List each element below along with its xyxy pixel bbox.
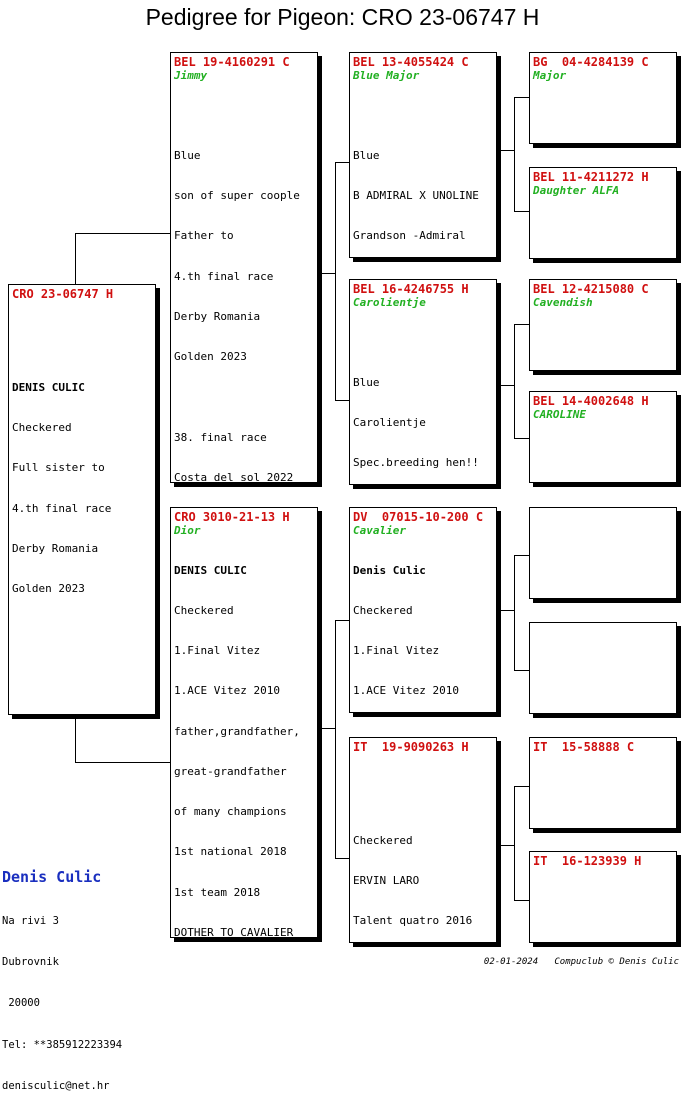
- pigeon-name: CAROLINE: [533, 408, 586, 421]
- pigeon-notes: [533, 881, 673, 943]
- connector: [75, 715, 76, 762]
- connector: [75, 233, 171, 234]
- ring-number: BEL 14-4002648 H: [533, 394, 649, 408]
- pigeon-card-ds-sire[interactable]: [529, 507, 677, 599]
- pigeon-notes: [12, 314, 152, 622]
- ring-number: BG 04-4284139 C: [533, 55, 649, 69]
- pigeon-card-sd-sire[interactable]: [529, 279, 677, 371]
- connector: [514, 211, 530, 212]
- note-line: [533, 109, 673, 122]
- connector: [514, 324, 530, 325]
- pigeon-notes: [533, 309, 673, 371]
- pigeon-card-ss-sire[interactable]: [529, 52, 677, 144]
- ring-number: IT 16-123939 H: [533, 854, 642, 868]
- note-line: Blue: [174, 149, 201, 163]
- connector: [335, 858, 350, 859]
- software-credit: Compuclub © Denis Culic: [554, 957, 679, 967]
- pigeon-card-ss-dam[interactable]: [529, 167, 677, 259]
- note-line: 1.Final Vitez: [353, 644, 440, 658]
- pigeon-notes: [533, 767, 673, 829]
- connector: [335, 400, 350, 401]
- pigeon-name: Blue Major: [353, 69, 420, 82]
- pigeon-name: Dior: [174, 524, 201, 537]
- note-line: 1st national 2018: [174, 845, 287, 859]
- pigeon-name: [533, 625, 673, 638]
- note-line: father,grandfather,: [174, 724, 300, 738]
- connector: [335, 162, 336, 400]
- connector: [514, 555, 515, 670]
- pigeon-card-sire[interactable]: [170, 52, 318, 483]
- note-line: son of super coople: [174, 189, 300, 203]
- owner-name: Denis Culic: [2, 868, 102, 886]
- note-line: Checkered: [353, 834, 413, 848]
- email-address: denisculic@net.hr: [2, 1080, 110, 1093]
- note-line: [353, 109, 493, 122]
- note-line: Checkered: [353, 604, 413, 618]
- note-line: Checkered: [174, 604, 234, 618]
- ring-number: CRO 3010-21-13 H: [174, 510, 290, 524]
- connector: [335, 162, 350, 163]
- phone-number: Tel: **385912223394: [2, 1038, 123, 1051]
- footer: [484, 957, 679, 967]
- note-line: Carolientje: [353, 416, 426, 430]
- address-line: Dubrovnik: [2, 955, 59, 968]
- ring-number: BEL 11-4211272 H: [533, 170, 649, 184]
- pigeon-notes: [533, 421, 673, 483]
- pigeon-name: [533, 868, 673, 881]
- note-line: ERVIN LARO: [353, 874, 420, 888]
- pigeon-notes: [353, 537, 493, 713]
- connector: [496, 610, 514, 611]
- pigeon-card-dam-dam[interactable]: [349, 737, 497, 943]
- connector: [514, 555, 530, 556]
- connector: [514, 97, 515, 211]
- pigeon-card-dam[interactable]: [170, 507, 318, 938]
- pigeon-card-ds-dam[interactable]: [529, 622, 677, 714]
- note-line: DENIS CULIC: [174, 563, 247, 577]
- note-line: [174, 109, 314, 122]
- connector: [317, 273, 335, 274]
- pigeon-name: [12, 301, 152, 314]
- pigeon-card-dd-dam[interactable]: [529, 851, 677, 943]
- note-line: of many champions: [174, 805, 287, 819]
- pigeon-card-sire-sire[interactable]: [349, 52, 497, 258]
- note-line: Spec.breeding hen!!: [353, 456, 479, 470]
- owner-address: [2, 887, 122, 1108]
- pigeon-name: Cavendish: [533, 296, 593, 309]
- connector: [496, 385, 514, 386]
- connector: [75, 233, 76, 285]
- connector: [514, 670, 530, 671]
- note-line: Golden 2023: [174, 350, 247, 364]
- pigeon-card-sire-dam[interactable]: [349, 279, 497, 485]
- note-line: DENIS CULIC: [12, 381, 85, 395]
- note-line: Golden 2023: [12, 582, 85, 596]
- note-line: Talent quatro 2016: [353, 914, 473, 928]
- note-line: [533, 448, 673, 461]
- pigeon-notes: [353, 82, 493, 258]
- connector: [514, 900, 530, 901]
- pigeon-name: Carolientje: [353, 296, 426, 309]
- note-line: Derby Romania: [174, 309, 261, 323]
- note-line: Checkered: [12, 421, 72, 435]
- note-line: Derby Romania: [12, 541, 99, 555]
- ring-number: BEL 13-4055424 C: [353, 55, 469, 69]
- note-line: [533, 908, 673, 921]
- pigeon-name: [533, 510, 673, 523]
- pigeon-card-dam-sire[interactable]: [349, 507, 497, 713]
- address-line: Na rivi 3: [2, 914, 59, 927]
- note-line: 1.Final Vitez: [174, 644, 261, 658]
- pigeon-card-subject[interactable]: [8, 284, 156, 715]
- ring-number: IT 15-58888 C: [533, 740, 635, 754]
- note-line: Father to: [174, 229, 234, 243]
- note-line: [353, 794, 493, 807]
- pigeon-notes: [174, 82, 314, 483]
- ring-number: BEL 19-4160291 C: [174, 55, 290, 69]
- connector: [514, 786, 515, 900]
- connector: [514, 786, 530, 787]
- note-line: Blue: [353, 376, 380, 390]
- connector: [514, 324, 515, 438]
- connector: [335, 620, 350, 621]
- note-line: Grandson -Admiral: [353, 229, 466, 243]
- pigeon-notes: [174, 537, 314, 938]
- pigeon-name: [533, 754, 673, 767]
- ring-number: DV 07015-10-200 C: [353, 510, 484, 524]
- note-line: Full sister to: [12, 461, 105, 475]
- ring-number: IT 19-9090263 H: [353, 740, 469, 754]
- note-line: great-grandfather: [174, 764, 287, 778]
- ring-number: CRO 23-06747 H: [12, 287, 114, 301]
- note-line: [533, 794, 673, 807]
- ring-number: BEL 12-4215080 C: [533, 282, 649, 296]
- ring-number: BEL 16-4246755 H: [353, 282, 469, 296]
- pigeon-name: Jimmy: [174, 69, 208, 82]
- note-line: 4.th final race: [174, 269, 274, 283]
- print-date: 02-01-2024: [483, 957, 539, 967]
- note-line: 1.ACE Vitez 2010: [353, 684, 459, 698]
- note-line: Blue: [353, 149, 380, 163]
- note-line: Costa del sol 2022: [174, 470, 294, 483]
- connector: [514, 438, 530, 439]
- pigeon-notes: [533, 82, 673, 144]
- connector: [317, 728, 335, 729]
- address-line: 20000: [2, 997, 40, 1010]
- page-title: Pedigree for Pigeon: CRO 23-06747 H: [145, 4, 540, 30]
- connector: [335, 620, 336, 858]
- note-line: B ADMIRAL X UNOLINE: [353, 189, 479, 203]
- note-line: 4.th final race: [12, 501, 112, 515]
- pigeon-name: Major: [533, 69, 567, 82]
- pigeon-card-dd-sire[interactable]: [529, 737, 677, 829]
- note-line: [353, 336, 493, 349]
- note-line: 1.ACE Vitez 2010: [174, 684, 280, 698]
- note-line: [533, 224, 673, 237]
- connector: [496, 150, 514, 151]
- note-line: 38. final race: [174, 430, 267, 444]
- pigeon-notes: [353, 309, 493, 485]
- pigeon-notes: [353, 767, 493, 943]
- note-line: [533, 336, 673, 349]
- connector: [75, 762, 171, 763]
- pigeon-name: Daughter ALFA: [533, 184, 620, 197]
- pigeon-name: [353, 754, 493, 767]
- connector: [514, 97, 530, 98]
- note-line: DOTHER TO CAVALIER: [174, 925, 294, 938]
- connector: [496, 845, 514, 846]
- pigeon-card-sd-dam[interactable]: [529, 391, 677, 483]
- pigeon-name: Cavalier: [353, 524, 406, 537]
- note-line: 1st team 2018: [174, 885, 261, 899]
- pigeon-notes: [533, 197, 673, 259]
- note-line: [174, 390, 314, 403]
- note-line: Denis Culic: [353, 563, 426, 577]
- note-line: [12, 341, 152, 354]
